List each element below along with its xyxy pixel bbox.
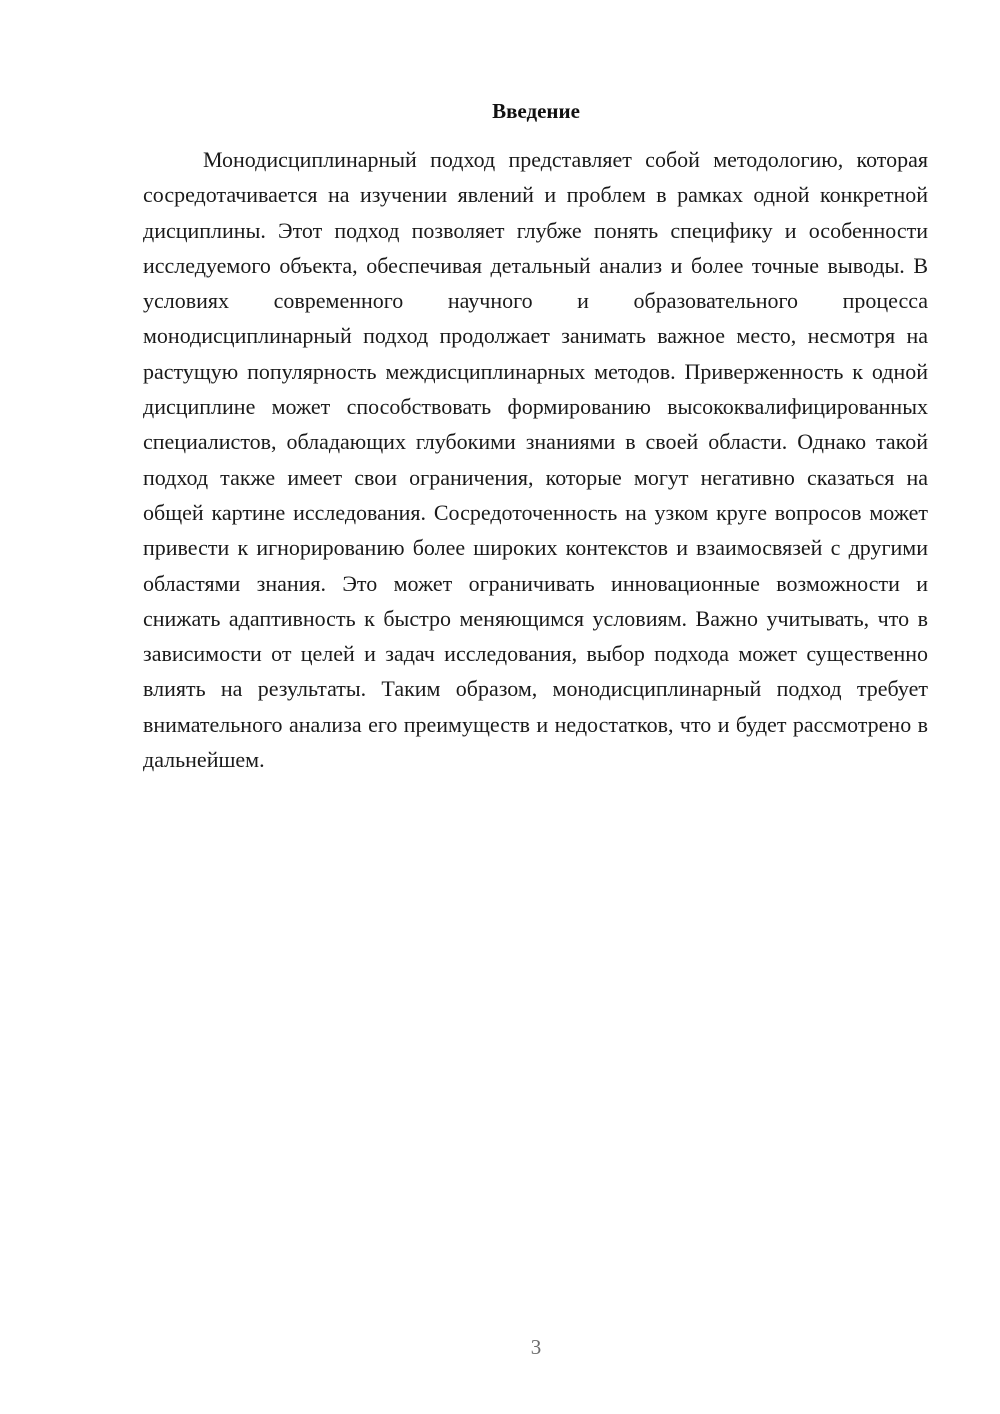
page-number: 3 <box>530 1335 542 1359</box>
body-paragraph: Монодисциплинарный подход представляет собой методологию, которая сосредотачивается на изучении явлений и проблем в рамках одной конкретной дисциплины. Этот подход позволяет глубже понять специфику и особенности исследуемого объекта, обеспечивая детальный анализ и более точные выводы. В условиях современного научного и образовательного процесса монодисциплинарный подход продолжает занимать важное место, несмотря на растущую популярность междисциплинарных методов. Приверженность к одной дисциплине может способствовать формированию высококвалифицированных специалистов, обладающих глубокими знаниями в своей области. Однако такой подход также имеет свои ограничения, которые могут негативно сказаться на общей картине исследования. Сосредоточенность на узком круге вопросов может привести к игнорированию более широких контекстов и взаимосвязей с другими областями знания. Это может ограничивать инновационные возможности и снижать адаптивность к быстро меняющимся условиям. Важно учитывать, что в зависимости от целей и задач исследования, выбор подхода может существенно влиять на результаты. Таким образом, монодисциплинарный подход требует внимательного анализа его преимуществ и недостатков, что и будет рассмотрено в дальнейшем. <box>143 147 928 773</box>
section-heading: Введение <box>492 99 580 123</box>
